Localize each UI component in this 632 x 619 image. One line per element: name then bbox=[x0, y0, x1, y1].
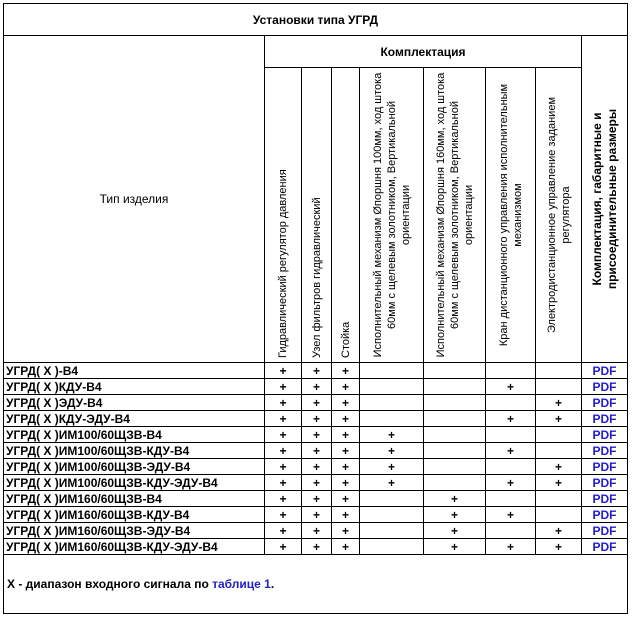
pdf-link[interactable]: PDF bbox=[582, 459, 628, 475]
type-header: Тип изделия bbox=[4, 36, 265, 363]
component-mark bbox=[486, 459, 536, 475]
pdf-link[interactable]: PDF bbox=[582, 363, 628, 379]
component-mark bbox=[536, 379, 582, 395]
component-mark: + bbox=[302, 523, 332, 539]
component-mark: + bbox=[332, 443, 360, 459]
table-container bbox=[3, 3, 627, 615]
footnote bbox=[4, 555, 628, 614]
component-mark bbox=[360, 491, 424, 507]
component-mark bbox=[536, 443, 582, 459]
component-mark: + bbox=[302, 395, 332, 411]
component-mark: + bbox=[265, 475, 302, 491]
component-mark: + bbox=[332, 395, 360, 411]
component-mark bbox=[424, 379, 486, 395]
component-mark bbox=[360, 507, 424, 523]
component-mark: + bbox=[302, 443, 332, 459]
product-name: УГРД( X )ЭДУ-В4 bbox=[4, 395, 265, 411]
column-header-2 bbox=[302, 68, 332, 363]
component-mark: + bbox=[536, 395, 582, 411]
table-row bbox=[4, 475, 628, 491]
component-mark bbox=[360, 363, 424, 379]
component-mark: + bbox=[302, 379, 332, 395]
column-header-7 bbox=[536, 68, 582, 363]
column-header-label: Стойка bbox=[339, 321, 352, 358]
component-mark: + bbox=[536, 459, 582, 475]
product-name: УГРД( X )ИМ160/60ЩЗВ-КДУ-В4 bbox=[4, 507, 265, 523]
component-mark bbox=[424, 475, 486, 491]
component-mark: + bbox=[360, 427, 424, 443]
column-header-4 bbox=[360, 68, 424, 363]
component-mark: + bbox=[302, 459, 332, 475]
column-header-5 bbox=[424, 68, 486, 363]
component-mark: + bbox=[332, 411, 360, 427]
component-mark: + bbox=[265, 507, 302, 523]
footnote-suffix: . bbox=[270, 577, 275, 591]
pdf-link[interactable]: PDF bbox=[582, 395, 628, 411]
pdf-link[interactable]: PDF bbox=[582, 379, 628, 395]
pdf-link[interactable]: PDF bbox=[582, 523, 628, 539]
group-header: Комплектация bbox=[265, 36, 582, 68]
product-table bbox=[3, 3, 628, 614]
product-name: УГРД( X )ИМ100/60ЩЗВ-КДУ-В4 bbox=[4, 443, 265, 459]
component-mark bbox=[486, 363, 536, 379]
table-row bbox=[4, 363, 628, 379]
product-name: УГРД( X )ИМ100/60ЩЗВ-ЭДУ-В4 bbox=[4, 459, 265, 475]
component-mark: + bbox=[536, 539, 582, 555]
table-row bbox=[4, 539, 628, 555]
column-header-label: Узел фильтров гидравлический bbox=[310, 197, 323, 358]
component-mark: + bbox=[332, 491, 360, 507]
pdf-link[interactable]: PDF bbox=[582, 539, 628, 555]
component-mark: + bbox=[486, 443, 536, 459]
component-mark: + bbox=[424, 539, 486, 555]
table-row bbox=[4, 443, 628, 459]
component-mark bbox=[424, 395, 486, 411]
component-mark: + bbox=[536, 411, 582, 427]
component-mark: + bbox=[486, 507, 536, 523]
product-name: УГРД( X )-В4 bbox=[4, 363, 265, 379]
component-mark: + bbox=[360, 459, 424, 475]
component-mark bbox=[486, 523, 536, 539]
table-title: Установки типа УГРД bbox=[4, 4, 628, 36]
column-header-label: Исполнительный механизм Øпоршня 100мм, ход штока 60мм с щелевым золотником, Вертикальной ориентации bbox=[371, 72, 412, 358]
last-column-header bbox=[582, 36, 628, 363]
table-row bbox=[4, 427, 628, 443]
component-mark bbox=[424, 459, 486, 475]
component-mark bbox=[486, 427, 536, 443]
table-row bbox=[4, 459, 628, 475]
component-mark: + bbox=[265, 379, 302, 395]
component-mark: + bbox=[536, 523, 582, 539]
component-mark: + bbox=[302, 539, 332, 555]
footnote-text: X - диапазон входного сигнала по bbox=[7, 577, 213, 591]
component-mark bbox=[486, 491, 536, 507]
table-row bbox=[4, 507, 628, 523]
pdf-link[interactable]: PDF bbox=[582, 411, 628, 427]
component-mark: + bbox=[302, 427, 332, 443]
table-row bbox=[4, 411, 628, 427]
product-name: УГРД( X )ИМ160/60ЩЗВ-В4 bbox=[4, 491, 265, 507]
column-header-label: Кран дистанционного управления исполнительным механизмом bbox=[497, 83, 524, 347]
component-mark: + bbox=[360, 475, 424, 491]
component-mark: + bbox=[332, 427, 360, 443]
component-mark bbox=[424, 427, 486, 443]
column-header-6 bbox=[486, 68, 536, 363]
column-header-label: Исполнительный механизм Øпоршня 160мм, ход штока 60мм с щелевым золотником, Вертикальной ориентации bbox=[434, 72, 475, 358]
product-name: УГРД( X )КДУ-В4 bbox=[4, 379, 265, 395]
component-mark: + bbox=[486, 411, 536, 427]
component-mark: + bbox=[332, 507, 360, 523]
column-header-1 bbox=[265, 68, 302, 363]
component-mark: + bbox=[302, 411, 332, 427]
component-mark bbox=[360, 379, 424, 395]
component-mark: + bbox=[536, 475, 582, 491]
component-mark: + bbox=[424, 523, 486, 539]
component-mark bbox=[536, 507, 582, 523]
component-mark bbox=[360, 395, 424, 411]
component-mark bbox=[536, 491, 582, 507]
component-mark: + bbox=[265, 523, 302, 539]
pdf-link[interactable]: PDF bbox=[582, 507, 628, 523]
component-mark bbox=[536, 427, 582, 443]
component-mark: + bbox=[424, 491, 486, 507]
table-1-link[interactable]: таблице 1 bbox=[212, 577, 271, 591]
component-mark bbox=[360, 523, 424, 539]
component-mark bbox=[424, 363, 486, 379]
component-mark: + bbox=[332, 459, 360, 475]
product-name: УГРД( X )ИМ160/60ЩЗВ-ЭДУ-В4 bbox=[4, 523, 265, 539]
table-row bbox=[4, 491, 628, 507]
component-mark: + bbox=[486, 475, 536, 491]
table-row bbox=[4, 523, 628, 539]
product-name: УГРД( X )ИМ160/60ЩЗВ-КДУ-ЭДУ-В4 bbox=[4, 539, 265, 555]
component-mark: + bbox=[302, 475, 332, 491]
component-mark: + bbox=[265, 427, 302, 443]
component-mark: + bbox=[265, 459, 302, 475]
component-mark bbox=[536, 363, 582, 379]
component-mark: + bbox=[265, 491, 302, 507]
component-mark: + bbox=[424, 507, 486, 523]
component-mark: + bbox=[265, 411, 302, 427]
component-mark: + bbox=[332, 379, 360, 395]
table-row bbox=[4, 395, 628, 411]
component-mark bbox=[360, 411, 424, 427]
component-mark: + bbox=[265, 363, 302, 379]
component-mark: + bbox=[302, 491, 332, 507]
pdf-link[interactable]: PDF bbox=[582, 491, 628, 507]
component-mark: + bbox=[332, 539, 360, 555]
component-mark: + bbox=[360, 443, 424, 459]
column-header-label: Электродистанционное управление заданием регулятора bbox=[545, 96, 572, 334]
component-mark: + bbox=[332, 523, 360, 539]
component-mark: + bbox=[265, 443, 302, 459]
component-mark: + bbox=[332, 475, 360, 491]
component-mark: + bbox=[265, 539, 302, 555]
table-row bbox=[4, 379, 628, 395]
component-mark: + bbox=[486, 539, 536, 555]
product-name: УГРД( X )ИМ100/60ЩЗВ-В4 bbox=[4, 427, 265, 443]
component-mark bbox=[486, 395, 536, 411]
component-mark: + bbox=[265, 395, 302, 411]
component-mark: + bbox=[302, 507, 332, 523]
component-mark bbox=[424, 411, 486, 427]
component-mark: + bbox=[332, 363, 360, 379]
pdf-link[interactable]: PDF bbox=[582, 427, 628, 443]
last-column-header-text: Комплектация, габаритные и присоединительные размеры bbox=[589, 108, 619, 290]
product-name: УГРД( X )КДУ-ЭДУ-В4 bbox=[4, 411, 265, 427]
component-mark bbox=[424, 443, 486, 459]
pdf-link[interactable]: PDF bbox=[582, 443, 628, 459]
component-mark: + bbox=[486, 379, 536, 395]
component-mark: + bbox=[302, 363, 332, 379]
column-header-3 bbox=[332, 68, 360, 363]
column-header-label: Гидравлический регулятор давления bbox=[277, 169, 289, 358]
product-name: УГРД( X )ИМ100/60ЩЗВ-КДУ-ЭДУ-В4 bbox=[4, 475, 265, 491]
component-mark bbox=[360, 539, 424, 555]
pdf-link[interactable]: PDF bbox=[582, 475, 628, 491]
